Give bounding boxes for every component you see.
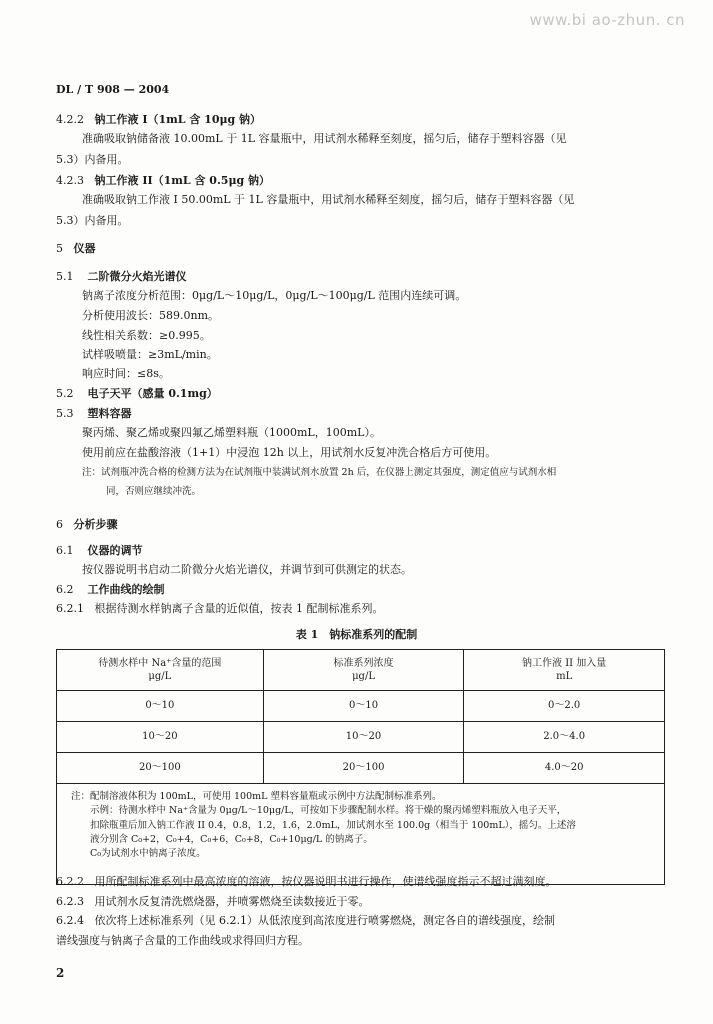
header-unit: μg/L xyxy=(148,671,172,682)
header-label: 钠工作液 II 加入量 xyxy=(522,657,607,669)
paragraph-text: 用所配制标准系列中最高浓度的溶液，按仪器说明书进行操作，使谱线强度指示不超过满刻度。 xyxy=(94,875,557,888)
paragraph-text: 用试剂水反复清洗燃烧器，并喷雾燃烧至读数接近于零。 xyxy=(94,895,370,908)
table-cell: 0～2.0 xyxy=(464,691,665,722)
section-6-1-heading xyxy=(56,544,143,559)
header-unit: μg/L xyxy=(352,671,375,682)
paragraph-line: 5.3）内备用。 xyxy=(56,214,129,227)
section-6-2-3 xyxy=(56,895,370,910)
paragraph-text: 根据待测水样钠离子含量的近似值，按表 1 配制标准系列。 xyxy=(94,602,384,615)
section-title: 钠工作液 II（1mL 含 0.5μg 钠） xyxy=(94,174,271,187)
paragraph-text: 依次将上述标准系列（见 6.2.1）从低浓度到高浓度进行喷雾燃烧，测定各自的谱线强度，绘制 xyxy=(94,914,555,927)
table-header-cell xyxy=(464,650,665,691)
header-label: 标准系列浓度 xyxy=(333,657,394,669)
section-title: 仪器的调节 xyxy=(87,544,143,557)
table-header-cell xyxy=(57,650,264,691)
watermark: www.bi ao-zhun. cn xyxy=(529,11,685,29)
section-number: 6.1 xyxy=(56,544,74,557)
section-number: 5 xyxy=(56,242,63,255)
note-line: 注：配制溶液体积为 100mL，可使用 100mL 塑料容量瓶或示例中方法配制标准系列。 xyxy=(71,791,442,802)
spec-item: 线性相关系数：≥0.995。 xyxy=(82,329,211,342)
section-number: 6.2.3 xyxy=(56,895,84,908)
table-cell: 10～20 xyxy=(263,722,464,753)
spec-item: 试样吸喷量：≥3mL/min。 xyxy=(82,348,218,361)
standard-number: DL / T 908 — 2004 xyxy=(56,83,170,96)
paragraph-line: 按仪器说明书启动二阶微分火焰光谱仪，并调节到可供测定的状态。 xyxy=(82,563,412,576)
paragraph-line: 5.3）内备用。 xyxy=(56,153,129,166)
section-number: 5.3 xyxy=(56,407,74,420)
note-line: 同，否则应继续冲洗。 xyxy=(106,486,202,497)
table-caption: 表 1 钠标准系列的配制 xyxy=(295,628,418,641)
standard-series-table xyxy=(56,649,665,885)
spec-item: 分析使用波长：589.0nm。 xyxy=(82,309,220,322)
table-row xyxy=(57,722,665,753)
note-line: 扣除瓶重后加入钠工作液 II 0.4，0.8，1.2，1.6，2.0mL，加试剂水至 100.0g（相当于 100mL），摇匀。上述溶 xyxy=(71,819,576,831)
section-number: 5.1 xyxy=(56,270,74,283)
section-number: 6.2.4 xyxy=(56,914,84,927)
table-header-row xyxy=(57,650,665,691)
section-title: 电子天平（感量 0.1mg） xyxy=(87,387,218,400)
note-line: 注：试剂瓶冲洗合格的检测方法为在试剂瓶中装满试剂水放置 2h 后，在仪器上测定其强度，测定值应与试剂水相 xyxy=(82,467,557,478)
section-4-2-2-heading xyxy=(56,113,261,128)
section-title: 分析步骤 xyxy=(73,518,118,531)
table-header-cell xyxy=(263,650,464,691)
table-row xyxy=(57,691,665,722)
section-5-heading xyxy=(56,242,96,257)
section-5-3-heading xyxy=(56,407,132,422)
table-note xyxy=(57,784,665,885)
table-note-row xyxy=(57,784,665,885)
section-6-2-4 xyxy=(56,914,555,929)
note-line: 示例：待测水样中 Na⁺含量为 0μg/L～10μg/L，可按如下步骤配制水样。将干燥的聚丙烯塑料瓶放入电子天平， xyxy=(71,805,567,817)
paragraph-line: 准确吸取钠工作液 I 50.00mL 于 1L 容量瓶中，用试剂水稀释至刻度，摇匀后，储存于塑料容器（见 xyxy=(82,193,575,206)
section-number: 6 xyxy=(56,518,63,531)
section-5-2-heading xyxy=(56,387,218,402)
paragraph-line: 使用前应在盐酸溶液（1+1）中浸泡 12h 以上，用试剂水反复冲洗合格后方可使用。 xyxy=(82,446,497,459)
spec-item: 响应时间：≤8s。 xyxy=(82,367,170,380)
section-number: 6.2.2 xyxy=(56,875,84,888)
paragraph-line: 谱线强度与钠离子含量的工作曲线或求得回归方程。 xyxy=(56,934,309,947)
header-unit: mL xyxy=(556,671,573,682)
section-title: 二阶微分火焰光谱仪 xyxy=(87,270,187,283)
section-number: 4.2.2 xyxy=(56,113,84,126)
note-line: 液分别含 C₀+2，C₀+4，C₀+6，C₀+8，C₀+10μg/L 的钠离子。 xyxy=(71,833,373,845)
section-5-1-heading xyxy=(56,270,187,285)
section-6-heading xyxy=(56,518,118,533)
paragraph-line: 聚丙烯、聚乙烯或聚四氟乙烯塑料瓶（1000mL，100mL）。 xyxy=(82,426,381,439)
table-cell: 0～10 xyxy=(263,691,464,722)
section-title: 仪器 xyxy=(73,242,96,255)
page-number: 2 xyxy=(56,966,65,980)
section-number: 6.2.1 xyxy=(56,602,84,615)
table-cell: 2.0～4.0 xyxy=(464,722,665,753)
spec-item: 钠离子浓度分析范围：0μg/L～10μg/L，0μg/L～100μg/L 范围内连续可调。 xyxy=(82,289,467,302)
section-title: 工作曲线的绘制 xyxy=(87,583,165,596)
section-6-2-1 xyxy=(56,602,384,617)
table-cell: 10～20 xyxy=(57,722,264,753)
table-cell: 0～10 xyxy=(57,691,264,722)
section-6-2-2 xyxy=(56,875,557,890)
section-number: 5.2 xyxy=(56,387,74,400)
paragraph-line: 准确吸取钠储备液 10.00mL 于 1L 容量瓶中，用试剂水稀释至刻度，摇匀后，储存于塑料容器（见 xyxy=(82,132,567,145)
section-6-2-heading xyxy=(56,583,165,598)
section-4-2-3-heading xyxy=(56,174,270,189)
section-number: 6.2 xyxy=(56,583,74,596)
header-label: 待测水样中 Na⁺含量的范围 xyxy=(98,657,222,669)
table-row xyxy=(57,753,665,784)
table-cell: 20～100 xyxy=(57,753,264,784)
section-title: 塑料容器 xyxy=(87,407,132,420)
table-cell: 4.0～20 xyxy=(464,753,665,784)
table-cell: 20～100 xyxy=(263,753,464,784)
section-number: 4.2.3 xyxy=(56,174,84,187)
section-title: 钠工作液 I（1mL 含 10μg 钠） xyxy=(94,113,262,126)
note-line: C₀为试剂水中钠离子浓度。 xyxy=(71,848,206,859)
